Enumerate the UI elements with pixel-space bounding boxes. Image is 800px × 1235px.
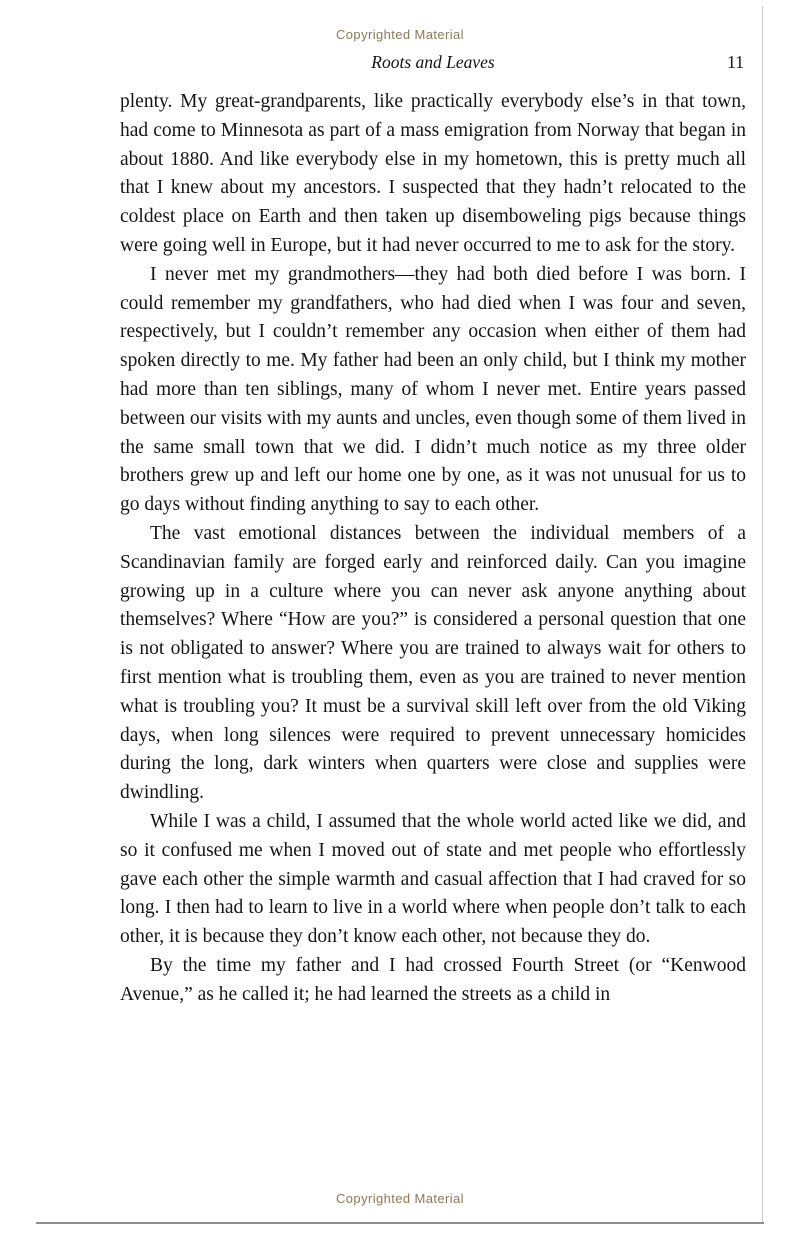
paragraph: While I was a child, I assumed that the whole world acted like we did, and so it confused me when I moved out of state and met people who effortlessly gave each other the simple warmth and casual affection that I had craved for so long. I then had to learn to live in a world where when people don’t talk to each other, it is because they don’t know each other, not because they do.: [120, 810, 746, 948]
page-number: 11: [727, 52, 744, 72]
page-header: [120, 52, 746, 76]
paragraph: plenty. My great-grandparents, like practically everybody else’s in that town, had come to Minnesota as part of a mass emigration from Norway that began in about 1880. And like everybody else in my hometown, this is pretty much all that I knew about my ancestors. I suspected that they hadn’t relocated to the coldest place on Earth and then taken up disemboweling pigs because things were going well in Europe, but it had never occurred to me to ask for the story.: [120, 91, 746, 256]
page-edge-right: [762, 6, 763, 1224]
paragraph: By the time my father and I had crossed Fourth Street (or “Kenwood Avenue,” as he called it; he had learned the streets as a child in: [120, 954, 746, 1005]
paragraph: The vast emotional distances between the individual members of a Scandinavian family are forged early and reinforced daily. Can you imagine growing up in a culture where you can never ask anyone anything about themselves? Where “How are you?” is considered a personal question that one is not obligated to answer? Where you are trained to always wait for others to first mention what is troubling them, even as you are trained to never mention what is troubling you? It must be a survival skill left over from the old Viking days, when long silences were required to prevent unnecessary homicides during the long, dark winters when quarters were close and supplies were dwindling.: [120, 522, 746, 804]
copyright-notice-top: Copyrighted Material: [336, 27, 464, 42]
body-text: [120, 88, 746, 1010]
running-title: Roots and Leaves: [371, 52, 495, 72]
copyright-notice-bottom: Copyrighted Material: [336, 1191, 464, 1206]
page-edge-bottom: [36, 1222, 764, 1224]
paragraph: I never met my grandmothers—they had both died before I was born. I could remember my grandfathers, who had died when I was four and seven, respectively, but I couldn’t remember any occasion when either of them had spoken directly to me. My father had been an only child, but I think my mother had more than ten siblings, many of whom I never met. Entire years passed between our visits with my aunts and uncles, even though some of them lived in the same small town that we did. I didn’t much notice as my three older brothers grew up and left our home one by one, as it was not unusual for us to go days without finding anything to say to each other.: [120, 263, 746, 516]
